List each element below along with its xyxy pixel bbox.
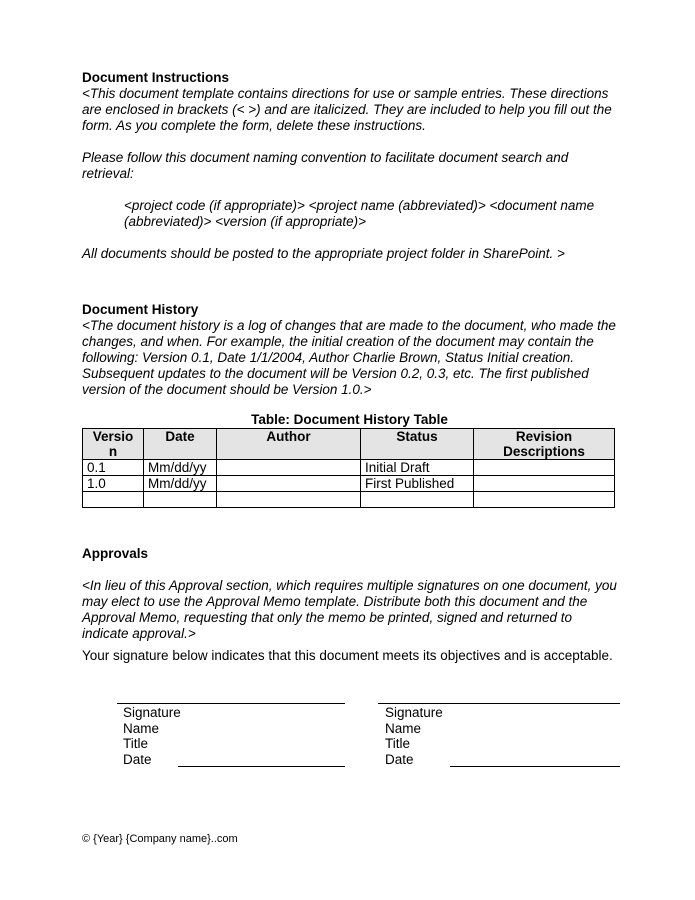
column-header-author: Author (217, 429, 361, 460)
date-label: Date (385, 751, 414, 767)
naming-convention-pattern: <project code (if appropriate)> <project name (abbreviated)> <document name (abbreviated)> <version (if appropriate)> (124, 198, 595, 229)
naming-convention-paragraph: Please follow this document naming convention to facilitate document search and retrieval: (82, 150, 569, 181)
date-line-left (178, 766, 345, 767)
table-cell: Mm/dd/yy (144, 460, 217, 476)
history-paragraph: <The document history is a log of changes that are made to the document, who made the changes, and when. For example, the initial creation of the document may contain the following: Version 0.1, Date 1/1/2004, Author Charlie Brown, Status Initial creation. Subsequent updates to the document will be Version 0.2, 0.3, etc. The first published version of the document should be Version 1.0.> (82, 318, 616, 397)
table-cell (474, 492, 615, 508)
column-header-status: Status (361, 429, 474, 460)
table-cell (474, 476, 615, 492)
title-label: Title (385, 736, 411, 751)
table-cell: First Published (361, 476, 474, 492)
signature-block-right (385, 705, 443, 767)
table-cell (217, 460, 361, 476)
table-cell (217, 492, 361, 508)
column-header-version: Versio n (83, 429, 144, 460)
sharepoint-paragraph: All documents should be posted to the appropriate project folder in SharePoint. > (82, 246, 565, 261)
table-row (83, 460, 615, 476)
table-cell: Initial Draft (361, 460, 474, 476)
column-header-date: Date (144, 429, 217, 460)
table-cell: Mm/dd/yy (144, 476, 217, 492)
table-caption: Table: Document History Table (251, 412, 448, 427)
footer-copyright: © {Year} {Company name}..com (82, 833, 238, 845)
instructions-heading: Document Instructions (82, 70, 230, 85)
signature-line-left (117, 703, 345, 704)
history-table (82, 428, 615, 508)
approvals-paragraph: <In lieu of this Approval section, which requires multiple signatures on one document, you may elect to use the Approval Memo template. Distribute both this document and the Approval Memo, requesting that only the memo be printed, signed and returned to indicate approval.> (82, 578, 617, 641)
signature-statement: Your signature below indicates that this document meets its objectives and is acceptable. (82, 648, 613, 663)
table-row (83, 492, 615, 508)
name-label: Name (385, 720, 422, 736)
document-page (82, 70, 617, 664)
date-line-right (450, 766, 620, 767)
signature-block-left (123, 705, 181, 767)
date-label: Date (123, 751, 152, 767)
table-cell: 0.1 (83, 460, 144, 476)
name-label: Name (123, 720, 160, 736)
table-header-row (83, 429, 615, 460)
table-cell (144, 492, 217, 508)
table-cell (474, 460, 615, 476)
table-cell (361, 492, 474, 508)
table-cell (83, 492, 144, 508)
column-header-revision: Revision Descriptions (474, 429, 615, 460)
approvals-heading: Approvals (82, 546, 149, 561)
table-cell: 1.0 (83, 476, 144, 492)
instructions-paragraph: <This document template contains directions for use or sample entries. These directions are enclosed in brackets (< >) and are italicized. They are included to help you fill out the form. As you complete the form, delete these instructions. (82, 86, 612, 133)
signature-line-right (378, 703, 620, 704)
title-label: Title (123, 736, 149, 751)
history-heading: Document History (82, 302, 199, 317)
table-cell (217, 476, 361, 492)
signature-label: Signature (385, 705, 443, 720)
signature-label: Signature (123, 705, 181, 720)
table-row (83, 476, 615, 492)
